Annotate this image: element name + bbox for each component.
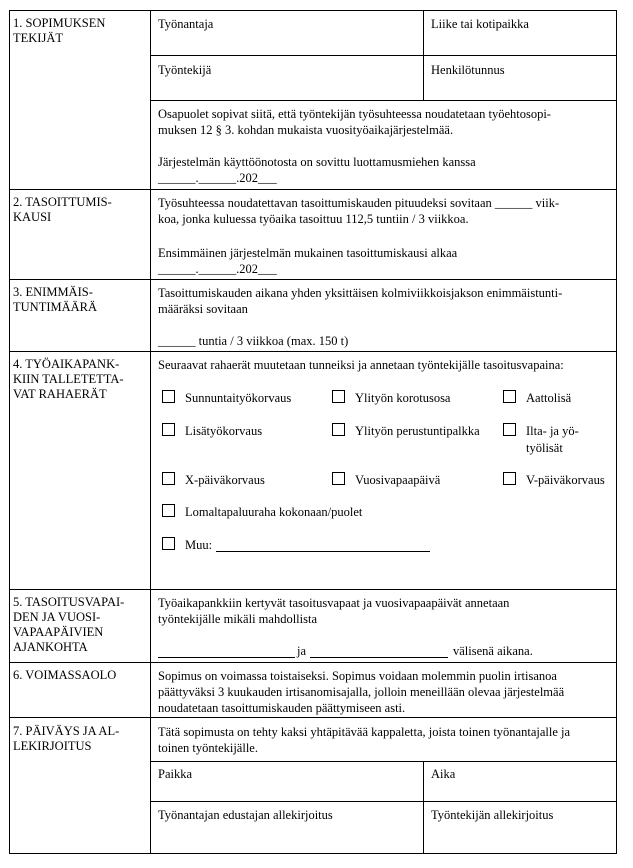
copies-line2: toinen työntekijälle.: [158, 741, 258, 755]
checkbox-overtime-base-pay[interactable]: [332, 423, 345, 436]
checkbox-label: Lisätyökorvaus: [185, 424, 263, 438]
checkbox-label: X-päiväkorvaus: [185, 473, 265, 487]
checkbox-label: Lomaltapaluuraha kokonaan/puolet: [185, 505, 363, 519]
checkbox-holiday-return-pay[interactable]: [162, 504, 175, 517]
section-title-4: 4. TYÖAIKAPANK-KIIN TALLETETTA-VAT RAHAERÄT: [13, 357, 124, 401]
period-length-line1: Työsuhteessa noudatettavan tasoittumiskauden pituudeksi sovitaan ______ viik-: [158, 196, 560, 210]
divider: [423, 10, 424, 100]
section-divider: [9, 717, 617, 718]
start-date-field[interactable]: [158, 657, 295, 658]
section-title-5: 5. TASOITUSVAPAI-DEN JA VUOSI-VAPAAPÄIVIEN AJANKOHTA: [13, 595, 125, 654]
checkbox-label: Sunnuntaityökorvaus: [185, 391, 292, 405]
timing-and-word: ja: [297, 644, 307, 658]
time-label: Aika: [431, 767, 456, 781]
checkbox-label: Ylityön korotusosa: [355, 391, 451, 405]
section-title-6: 6. VOIMASSAOLO: [13, 668, 117, 682]
validity-line3: noudatetaan tasoittumiskauden päättymiseen asti.: [158, 701, 406, 715]
employee-label: Työntekijä: [158, 63, 212, 77]
checkbox-label: Muu:: [185, 538, 213, 552]
section-divider: [9, 662, 617, 663]
checkbox-annual-day-off[interactable]: [332, 472, 345, 485]
deployment-text: Järjestelmän käyttöönotosta on sovittu luottamusmiehen kanssa: [158, 155, 476, 169]
table-border-top: [9, 10, 617, 11]
salary-items-intro: Seuraavat rahaerät muutetaan tunneiksi ja annetaan työntekijälle tasoitusvapaina:: [158, 358, 564, 372]
personal-id-label: Henkilötunnus: [431, 63, 505, 77]
section-title-7: 7. PÄIVÄYS JA AL-LEKIRJOITUS: [13, 724, 120, 753]
copies-line1: Tätä sopimusta on tehty kaksi yhtäpitävää kappaletta, joista toinen työnantajalle ja: [158, 725, 571, 739]
validity-line2: päättyväksi 3 kuukauden irtisanomisajalla, jolloin meneillään olevaa järjestelmää: [158, 685, 565, 699]
section-divider: [9, 189, 617, 190]
checkbox-label: Vuosivapaapäivä: [355, 473, 441, 487]
timing-line2: työntekijälle mikäli mahdollista: [158, 612, 317, 626]
table-border-left: [9, 10, 10, 854]
checkbox-label: Ylityön perustuntipalkka: [355, 424, 480, 438]
table-border-bottom: [9, 853, 617, 854]
max-hours-field[interactable]: ______ tuntia / 3 viikkoa (max. 150 t): [158, 334, 349, 348]
employer-label: Työnantaja: [158, 17, 214, 31]
business-location-label: Liike tai kotipaikka: [431, 17, 529, 31]
divider: [150, 801, 617, 802]
checkbox-other[interactable]: [162, 537, 175, 550]
checkbox-additional-work[interactable]: [162, 423, 175, 436]
checkbox-sunday-compensation[interactable]: [162, 390, 175, 403]
section-title-2: 2. TASOITTUMIS-KAUSI: [13, 195, 112, 224]
checkbox-overtime-increment[interactable]: [332, 390, 345, 403]
agreement-text-line2: muksen 12 § 3. kohdan mukaista vuosityöaikajärjestelmää.: [158, 123, 454, 137]
checkbox-label: Aattolisä: [526, 391, 572, 405]
section-title-3: 3. ENIMMÄIS-TUNTIMÄÄRÄ: [13, 285, 98, 314]
validity-line1: Sopimus on voimassa toistaiseksi. Sopimus voidaan molemmin puolin irtisanoa: [158, 669, 557, 683]
divider: [150, 761, 617, 762]
checkbox-label-cont: työlisät: [526, 441, 563, 455]
divider: [150, 55, 617, 56]
place-label: Paikka: [158, 767, 193, 781]
timing-line1: Työaikapankkiin kertyvät tasoitusvapaat ja vuosivapaapäivät annetaan: [158, 596, 510, 610]
checkbox-eve-supplement[interactable]: [503, 390, 516, 403]
section-divider: [9, 279, 617, 280]
first-period-date-field[interactable]: ______.______.202___: [158, 262, 277, 276]
table-border-right: [616, 10, 617, 854]
agreement-text-line1: Osapuolet sopivat siitä, että työntekijän työsuhteessa noudatetaan työehtosopi-: [158, 107, 551, 121]
end-date-field[interactable]: [310, 657, 448, 658]
deployment-date-field[interactable]: ______.______.202___: [158, 171, 277, 185]
other-input-line[interactable]: [216, 551, 430, 552]
column-divider: [150, 10, 151, 854]
checkbox-v-day[interactable]: [503, 472, 516, 485]
employee-signature-label: Työntekijän allekirjoitus: [431, 808, 554, 822]
first-period-text: Ensimmäinen järjestelmän mukainen tasoittumiskausi alkaa: [158, 246, 458, 260]
employer-signature-label: Työnantajan edustajan allekirjoitus: [158, 808, 333, 822]
divider: [423, 761, 424, 854]
section-divider: [9, 351, 617, 352]
checkbox-evening-night-supplement[interactable]: [503, 423, 516, 436]
timing-end-text: välisenä aikana.: [453, 644, 533, 658]
divider: [150, 100, 617, 101]
max-hours-line2: määräksi sovitaan: [158, 302, 248, 316]
checkbox-label: Ilta- ja yö-: [526, 424, 579, 438]
checkbox-x-day[interactable]: [162, 472, 175, 485]
period-length-line2: koa, jonka kuluessa työaika tasoittuu 112,5 tuntiin / 3 viikkoa.: [158, 212, 469, 226]
max-hours-line1: Tasoittumiskauden aikana yhden yksittäisen kolmiviikkoisjakson enimmäistunti-: [158, 286, 563, 300]
checkbox-label: V-päiväkorvaus: [526, 473, 605, 487]
section-divider: [9, 589, 617, 590]
section-title-1: 1. SOPIMUKSEN TEKIJÄT: [13, 16, 106, 45]
